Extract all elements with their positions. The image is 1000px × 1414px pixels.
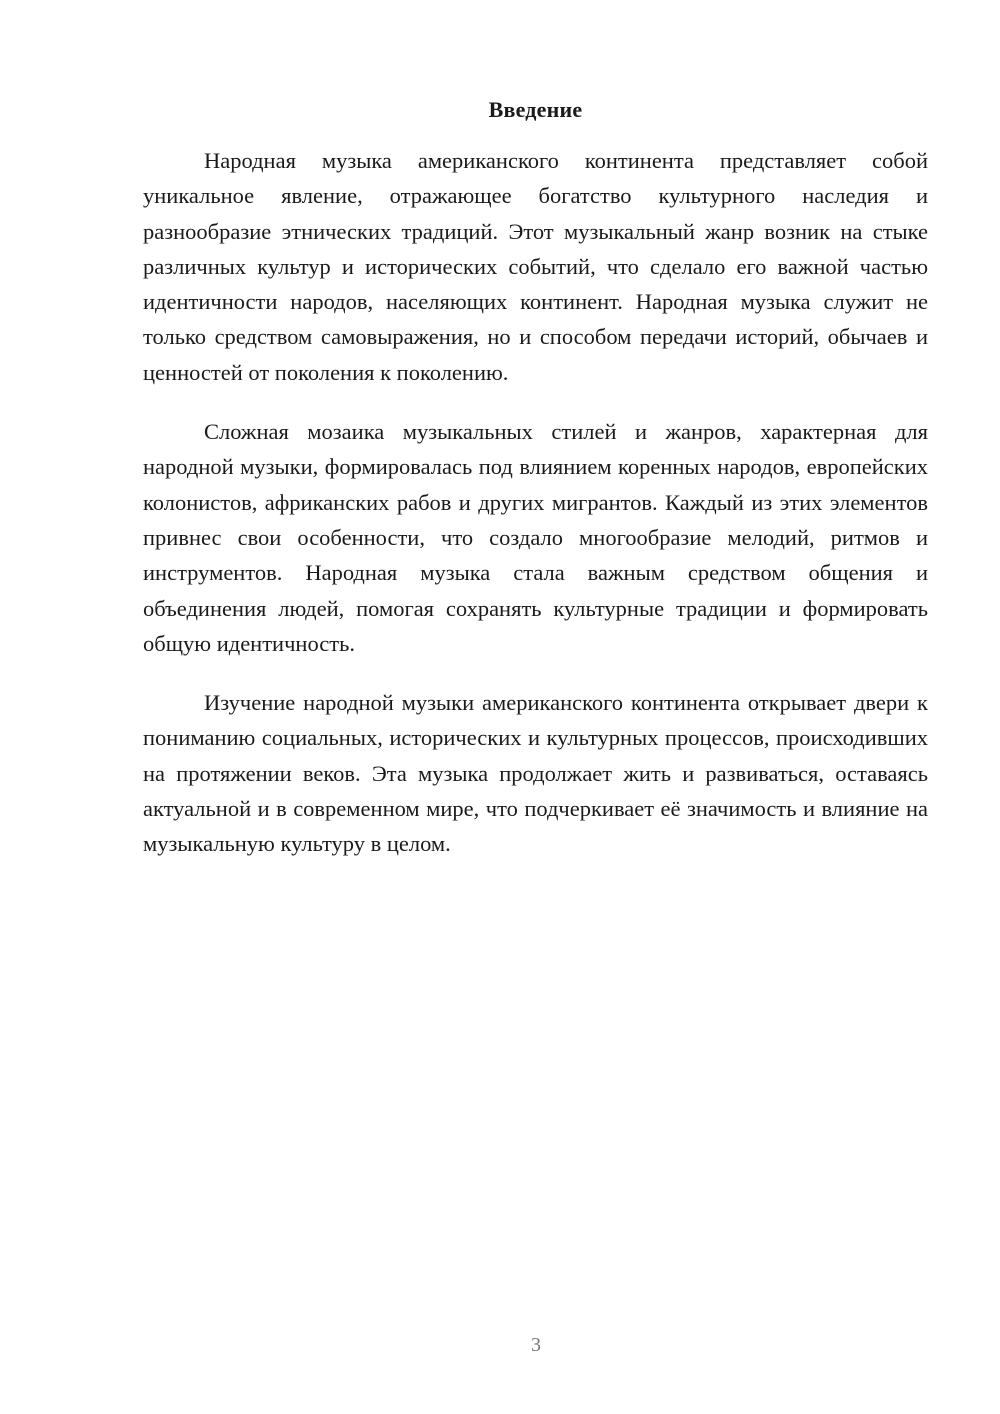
paragraph-1: Народная музыка американского континента представляет собой уникальное явление, отражающее богатство культурного наследия и разнообразие этнических традиций. Этот музыкальный жанр возник на стыке различных культур и исторических событий, что сделало его важной частью идентичности народов, населяющих континент. Народная музыка служит не только средством самовыражения, но и способом передачи историй, обычаев и ценностей от поколения к поколению. (143, 148, 928, 385)
paragraph-3: Изучение народной музыки американского континента открывает двери к пониманию социальных, исторических и культурных процессов, происходивших на протяжении веков. Эта музыка продолжает жить и развиваться, оставаясь актуальной и в современном мире, что подчеркивает её значимость и влияние на музыкальную культуру в целом. (143, 690, 928, 857)
document-page (143, 94, 928, 862)
section-heading: Введение (488, 97, 583, 122)
page-number: 3 (531, 1334, 541, 1356)
paragraph-2: Сложная мозаика музыкальных стилей и жанров, характерная для народной музыки, формировалась под влиянием коренных народов, европейских колонистов, африканских рабов и других мигрантов. Каждый из этих элементов привнес свои особенности, что создало многообразие мелодий, ритмов и инструментов. Народная музыка стала важным средством общения и объединения людей, помогая сохранять культурные традиции и формировать общую идентичность. (143, 419, 928, 656)
